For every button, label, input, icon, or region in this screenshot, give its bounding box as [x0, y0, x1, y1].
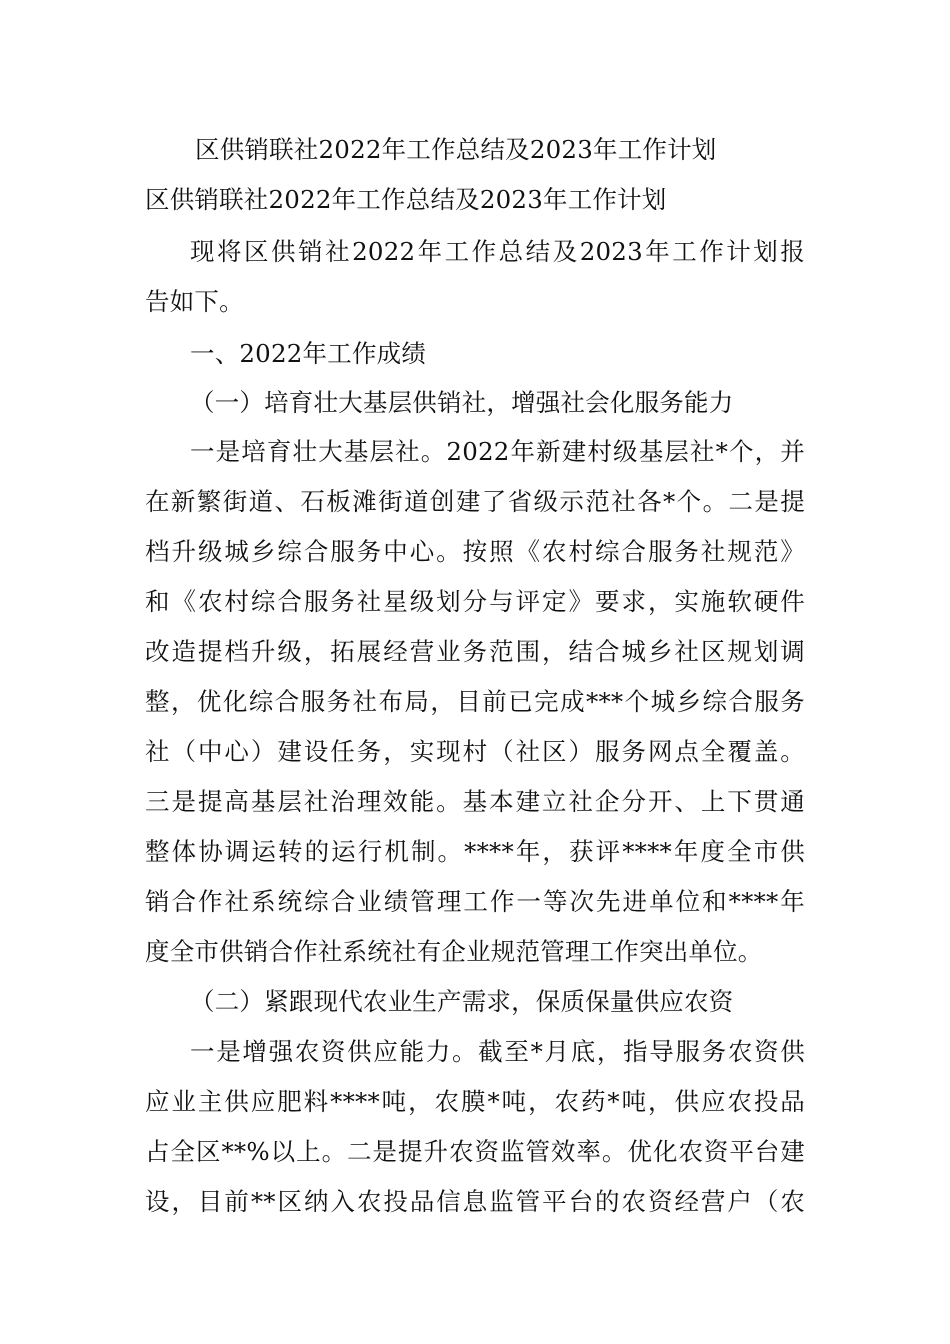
paragraph-line: 整，优化综合服务社布局，目前已完成***个城乡综合服务: [145, 687, 805, 716]
section-heading: 一、2022年工作成绩: [190, 339, 427, 368]
paragraph-line: 三是提高基层社治理效能。基本建立社企分开、上下贯通: [145, 787, 805, 816]
paragraph-line: 告如下。: [145, 287, 244, 316]
paragraph-line: 改造提档升级，拓展经营业务范围，结合城乡社区规划调: [145, 637, 805, 666]
document-subtitle: 区供销联社2022年工作总结及2023年工作计划: [145, 185, 667, 214]
paragraph-line: 在新繁街道、石板滩街道创建了省级示范社各*个。二是提: [145, 487, 805, 516]
paragraph-line: 度全市供销合作社系统社有企业规范管理工作突出单位。: [145, 937, 763, 966]
paragraph-line: 档升级城乡综合服务中心。按照《农村综合服务社规范》: [145, 537, 805, 566]
paragraph-line: 占全区**%以上。二是提升农资监管效率。优化农资平台建: [145, 1137, 805, 1166]
subsection-heading: （一）培育壮大基层供销社，增强社会化服务能力: [190, 388, 734, 417]
paragraph-line: 一是增强农资供应能力。截至*月底，指导服务农资供: [190, 1037, 805, 1066]
paragraph-line: 设，目前**区纳入农投品信息监管平台的农资经营户（农: [145, 1187, 805, 1216]
paragraph-line: 一是培育壮大基层社。2022年新建村级基层社*个，并: [190, 437, 805, 466]
document-title: 区供销联社2022年工作总结及2023年工作计划: [195, 135, 717, 164]
paragraph-line: 和《农村综合服务社星级划分与评定》要求，实施软硬件: [145, 587, 805, 616]
paragraph-line: 社（中心）建设任务，实现村（社区）服务网点全覆盖。: [145, 737, 805, 766]
paragraph-line: 应业主供应肥料****吨，农膜*吨，农药*吨，供应农投品: [145, 1087, 805, 1116]
paragraph-line: 整体协调运转的运行机制。****年，获评****年度全市供: [145, 837, 805, 866]
paragraph-line: 现将区供销社2022年工作总结及2023年工作计划报: [190, 237, 805, 266]
paragraph-line: 销合作社系统综合业绩管理工作一等次先进单位和****年: [145, 887, 805, 916]
subsection-heading: （二）紧跟现代农业生产需求，保质保量供应农资: [190, 987, 734, 1016]
